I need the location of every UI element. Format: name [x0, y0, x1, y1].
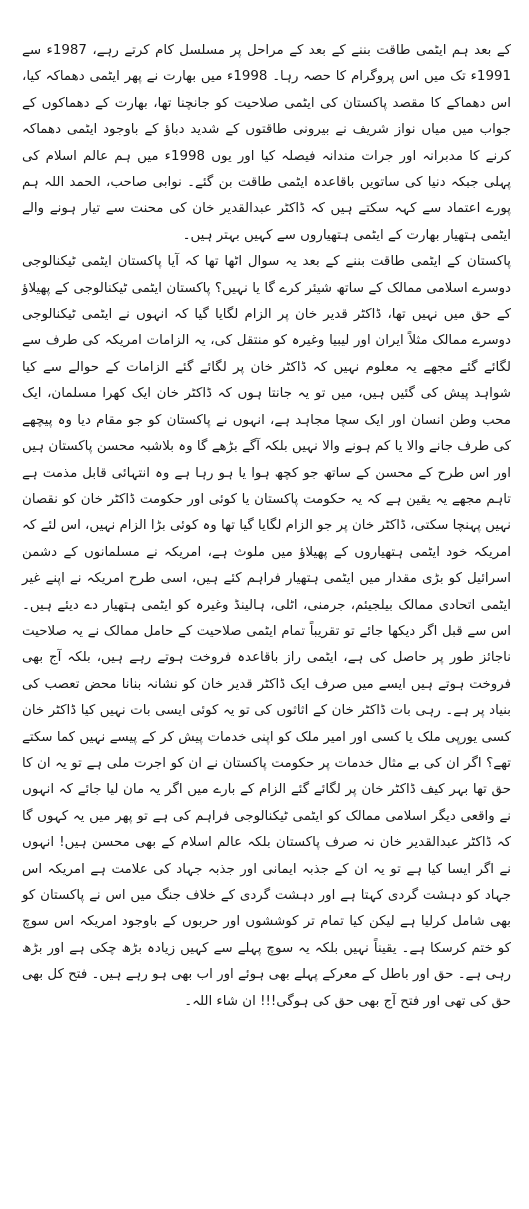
article-body — [22, 38, 511, 1015]
article-paragraph-1: کے بعد ہم ایٹمی طاقت بننے کے بعد کے مراحل پر مسلسل کام کرتے رہے، 1987ء سے 1991ء تک میں اس پروگرام کا حصہ رہا۔ 1998ء میں بھارت نے پھر ایٹمی دھماکہ کیا، اس دھماکے کا مقصد پاکستان کی ایٹمی صلاحیت کو جانچنا تھا، بھارت کے دھماکوں کے جواب میں میاں نواز شریف نے بیرونی طاقتوں کے شدید دباؤ کے باوجود ایٹمی دھماکہ کرنے کا مدبرانہ اور جرات مندانہ فیصلہ کیا اور یوں 1998ء میں ہم عالم اسلام کی پہلی جبکہ دنیا کی ساتویں باقاعدہ ایٹمی طاقت بن گئے۔ نوابی صاحب، الحمد اللہ ہم پورے اعتماد سے کہہ سکتے ہیں کہ ڈاکٹر عبدالقدیر خان کی محنت سے تیار ہونے والے ایٹمی ہتھیار بھارت کے ایٹمی ہتھیاروں سے کہیں بہتر ہیں۔ — [22, 43, 512, 243]
article-paragraph-2: پاکستان کے ایٹمی طاقت بننے کے بعد یہ سوال اٹھا تھا کہ آیا پاکستان ایٹمی ٹیکنالوجی دوسرے اسلامی ممالک کے ساتھ شیئر کرے گا یا نہیں؟ پاکستان ایٹمی ٹیکنالوجی کے پھیلاؤ کے حق میں نہیں تھا، ڈاکٹر قدیر خان پر الزام لگایا گیا کہ انہوں نے ایٹمی ٹیکنالوجی دوسرے ممالک مثلاً ایران اور لیبیا وغیرہ کو منتقل کی، یہ الزامات امریکہ کی طرف سے لگائے گئے مجھے یہ معلوم نہیں کہ ڈاکٹر خان پر لگائے گئے الزامات کے حوالے سے کیا شواہد پیش کی گئیں ہیں، میں تو یہ جانتا ہوں کہ ڈاکٹر خان ایک کھرا مسلمان، ایک محب وطن انسان اور ایک سچا مجاہد ہے، انہوں نے پاکستان کو جو مقام دیا وہ پیچھے کی طرف جانے والا یا کم ہونے والا نہیں بلکہ آگے بڑھے گا وہ بلاشبہ محسن پاکستان ہیں اور اس طرح کے محسن کے ساتھ جو کچھ ہوا یا ہو رہا ہے وہ انتہائی قابل مذمت ہے تاہم مجھے یہ یقین ہے کہ یہ حکومت پاکستان یا کوئی اور حکومت ڈاکٹر خان کو نقصان نہیں پہنچا سکتی، ڈاکٹر خان پر جو الزام لگایا گیا تھا وہ کوئی بڑا الزام نہیں، اس لئے کہ امریکہ خود ایٹمی ہتھیاروں کے پھیلاؤ میں ملوث ہے، امریکہ نے مسلمانوں کے دشمن اسرائیل کو بڑی مقدار میں ایٹمی ہتھیار فراہم کئے ہیں، اسی طرح امریکہ نے اپنے غیر ایٹمی اتحادی ممالک بیلجیئم، جرمنی، اٹلی، ہالینڈ وغیرہ کو ایٹمی ہتھیار دے دیئے ہیں۔ اس سے قبل اگر دیکھا جائے تو تقریباً تمام ایٹمی صلاحیت کے حامل ممالک نے یہ صلاحیت ناجائز طور پر حاصل کی ہے، ایٹمی راز باقاعدہ فروخت ہوتے رہے ہیں، بلکہ آج بھی فروخت ہوتے ہیں ایسے میں صرف ایک ڈاکٹر قدیر خان کو نشانہ بنانا محض تعصب کی بنیاد پر ہے۔ رہی بات ڈاکٹر خان کے اثاثوں کی تو یہ کوئی ایسی بات نہیں کیا ڈاکٹر خان کسی یورپی ملک یا کسی اور امیر ملک کو اپنی خدمات پیش کر کے پیسے نہیں کما سکتے تھے؟ اگر ان کی بے مثال خدمات پر حکومت پاکستان نے ان کو اجرت ملی ہے تو یہ ان کا حق تھا بہر کیف ڈاکٹر خان پر لگائے گئے الزام کے بارے میں اگر یہ مان لیا جائے کہ انہوں نے واقعی دیگر اسلامی ممالک کو ایٹمی ٹیکنالوجی فراہم کی ہے تو پھر میں یہ کہوں گا کہ ڈاکٹر عبدالقدیر خان نہ صرف پاکستان بلکہ عالم اسلام کے بھی محسن ہیں! انہوں نے اگر ایسا کیا ہے تو یہ ان کے جذبہ ایمانی اور جذبہ جہاد کی علامت ہے امریکہ اس جہاد کو دہشت گردی کہتا ہے اور دہشت گردی کے خلاف جنگ میں اس نے پاکستان کو بھی شامل کرلیا ہے لیکن کیا تمام تر کوششوں اور حربوں کے باوجود امریکہ اس سوچ کو ختم کرسکا ہے۔ یقیناً نہیں بلکہ یہ سوچ پہلے سے کہیں زیادہ بڑھ چکی ہے اور بڑھ رہی ہے۔ حق اور باطل کے معرکے پہلے بھی ہوئے اور اب بھی ہو رہے ہیں۔ فتح کل بھی حق کی تھی اور فتح آج بھی حق کی ہوگی!!! ان شاء اللہ۔ — [22, 254, 511, 1009]
